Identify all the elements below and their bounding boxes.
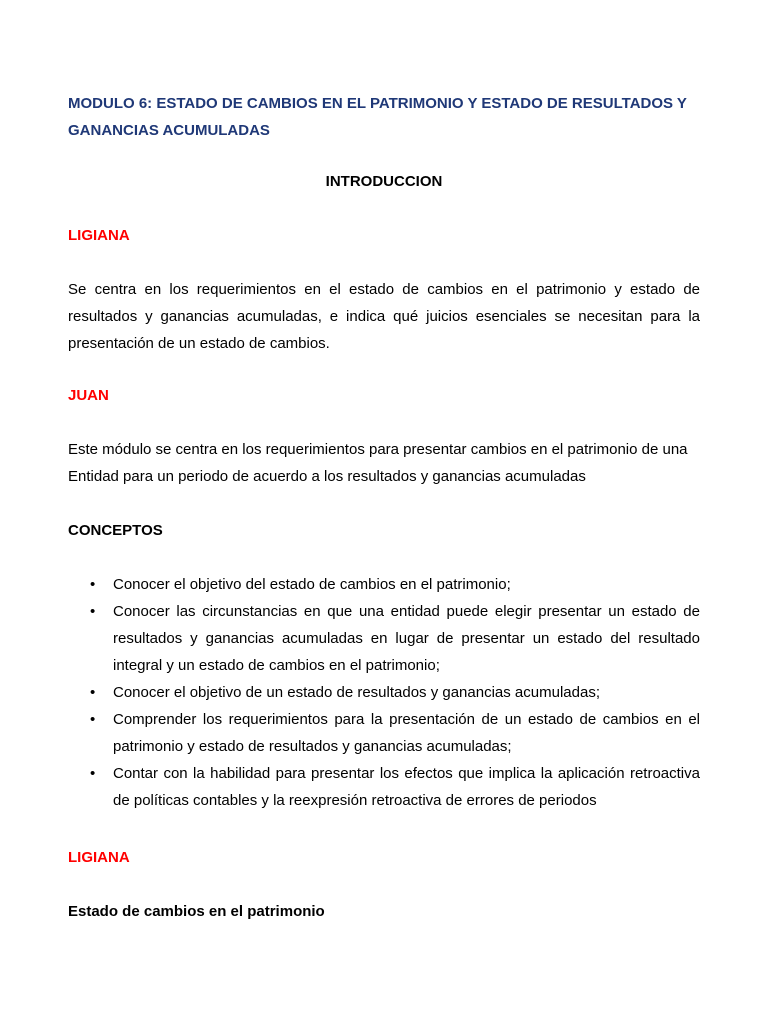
bullet-icon: • xyxy=(90,711,96,728)
bullet-icon: • xyxy=(90,603,96,620)
section-heading: Estado de cambios en el patrimonio xyxy=(68,903,325,920)
list-item-text: Conocer el objetivo de un estado de resultados y ganancias acumuladas; xyxy=(113,684,600,701)
concepts-list xyxy=(68,571,700,814)
intro-heading: INTRODUCCION xyxy=(325,173,443,190)
bullet-icon: • xyxy=(90,765,96,782)
paragraph-ligiana: Se centra en los requerimientos en el estado de cambios en el patrimonio y estado de resultados y ganancias acumuladas, e indica qué juicios esenciales se necesitan para la presentación de un estado de cambios. xyxy=(68,281,700,352)
list-item-text: Comprender los requerimientos para la presentación de un estado de cambios en el patrimonio y estado de resultados y ganancias acumuladas; xyxy=(113,711,700,755)
list-item xyxy=(68,706,700,760)
bullet-icon: • xyxy=(90,684,96,701)
list-item xyxy=(68,760,700,814)
speaker-label-juan: JUAN xyxy=(68,387,109,404)
list-item xyxy=(68,598,700,679)
list-item-text: Conocer las circunstancias en que una entidad puede elegir presentar un estado de resultados y ganancias acumuladas en lugar de presentar un estado del resultado integral y un estado de cambios en el patrimonio; xyxy=(113,603,700,674)
list-item xyxy=(68,571,700,598)
speaker-label-ligiana: LIGIANA xyxy=(68,227,130,244)
list-item xyxy=(68,679,700,706)
concepts-heading: CONCEPTOS xyxy=(68,522,163,539)
paragraph-juan: Este módulo se centra en los requerimientos para presentar cambios en el patrimonio de una Entidad para un periodo de acuerdo a los resultados y ganancias acumuladas xyxy=(68,441,688,485)
speaker-label-ligiana-2: LIGIANA xyxy=(68,849,130,866)
bullet-icon: • xyxy=(90,576,96,593)
document-title: MODULO 6: ESTADO DE CAMBIOS EN EL PATRIMONIO Y ESTADO DE RESULTADOS Y GANANCIAS ACUMULADAS xyxy=(68,95,687,139)
list-item-text: Conocer el objetivo del estado de cambios en el patrimonio; xyxy=(113,576,511,593)
list-item-text: Contar con la habilidad para presentar los efectos que implica la aplicación retroactiva de políticas contables y la reexpresión retroactiva de errores de periodos xyxy=(113,765,700,809)
